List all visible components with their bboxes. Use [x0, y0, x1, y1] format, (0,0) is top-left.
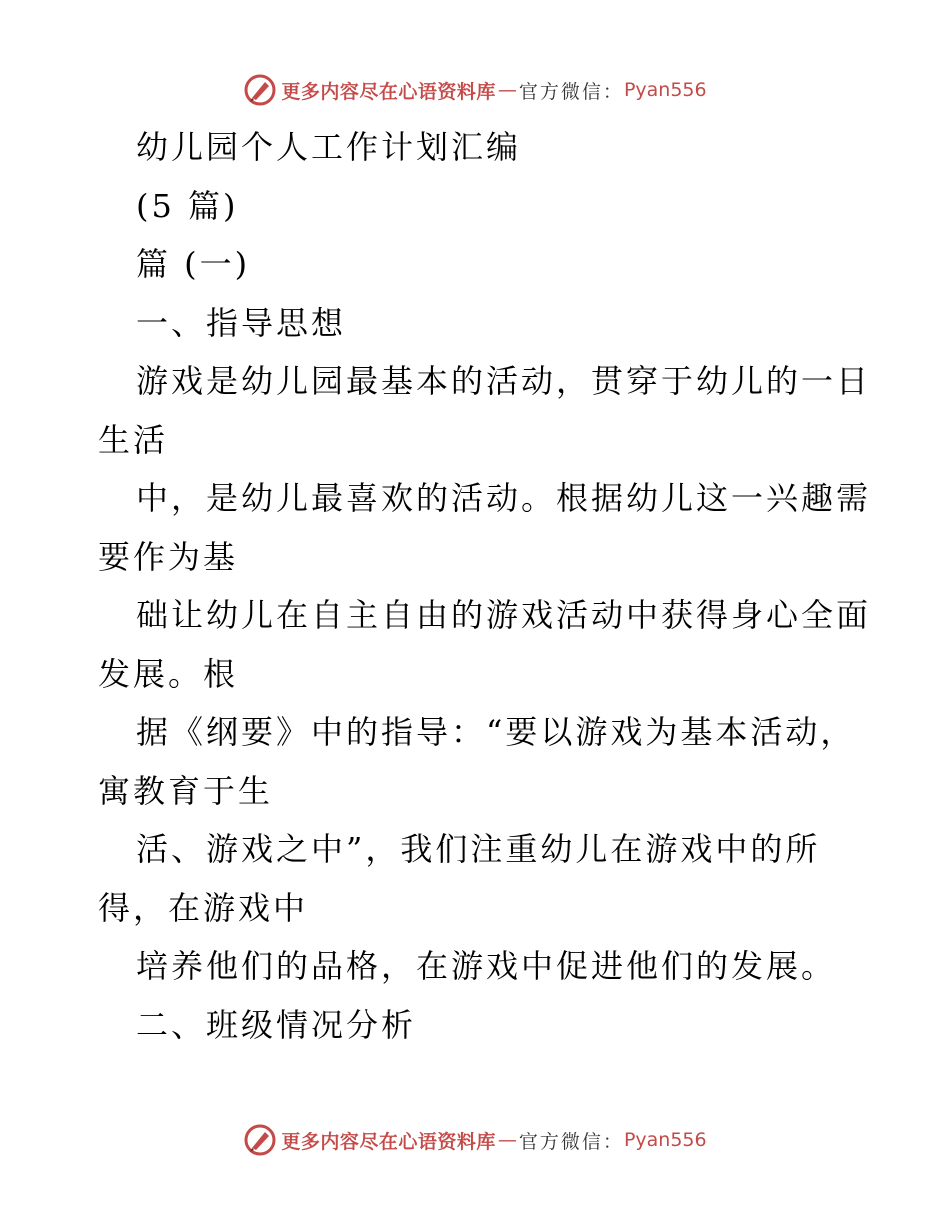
- pen-logo-icon: [243, 73, 277, 107]
- document-line: (5 篇): [136, 186, 239, 225]
- pen-logo-icon: [243, 1123, 277, 1157]
- document-line: 中，是幼儿最喜欢的活动。根据幼儿这一兴趣需: [136, 479, 872, 517]
- header-banner: [0, 70, 950, 110]
- document-line: 发展。根: [98, 654, 239, 693]
- document-line: 据《纲要》中的指导：“要以游戏为基本活动，: [136, 713, 856, 751]
- document-line: 寓教育于生: [98, 771, 274, 810]
- banner-site-text: 更多内容尽在心语资料库: [281, 80, 496, 103]
- banner-wechat-label: 官方微信：: [518, 1130, 624, 1153]
- document-line: 生活: [98, 420, 169, 459]
- document-line: 础让幼儿在自主自由的游戏活动中获得身心全面: [136, 596, 872, 634]
- document-line: 要作为基: [98, 537, 239, 576]
- document-line: 游戏是幼儿园最基本的活动，贯穿于幼儿的一日: [136, 362, 872, 400]
- banner-dash: —: [497, 1129, 517, 1151]
- footer-banner: [0, 1120, 950, 1160]
- document-line: 活、游戏之中”，我们注重幼儿在游戏中的所: [136, 830, 821, 868]
- document-line: 篇 (一): [136, 245, 251, 283]
- document-line: 一、指导思想: [136, 303, 347, 342]
- banner-wechat-id: Pyan556: [623, 1129, 707, 1151]
- banner-site-text: 更多内容尽在心语资料库: [281, 1130, 496, 1153]
- banner-wechat-id: Pyan556: [623, 79, 707, 101]
- document-line: 幼儿园个人工作计划汇编: [136, 128, 522, 166]
- banner-wechat-label: 官方微信：: [518, 80, 624, 103]
- document-line: 二、班级情况分析: [136, 1005, 417, 1044]
- document-line: 培养他们的品格，在游戏中促进他们的发展。: [136, 947, 837, 985]
- banner-dash: —: [497, 79, 517, 101]
- document-body: [98, 118, 872, 1054]
- document-line: 得，在游戏中: [98, 888, 309, 927]
